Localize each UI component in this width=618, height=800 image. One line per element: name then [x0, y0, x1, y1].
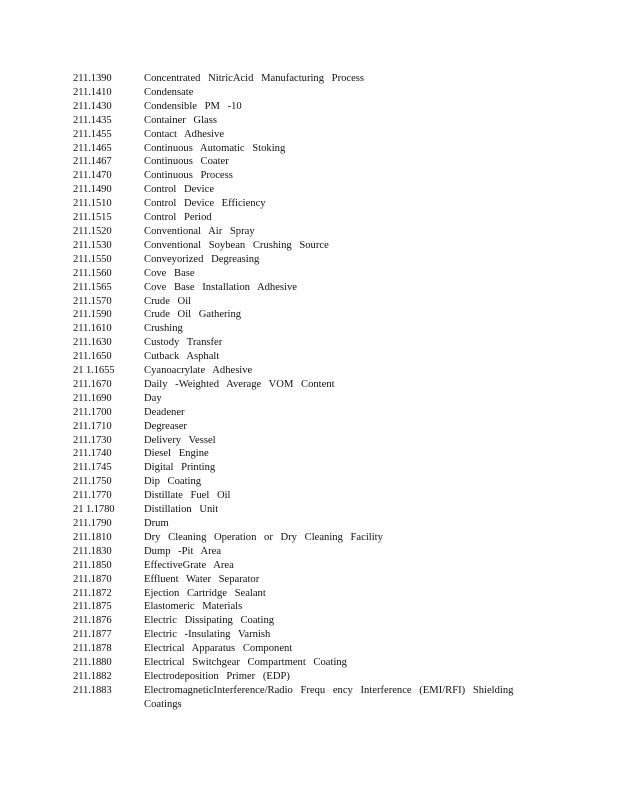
list-item — [73, 169, 613, 183]
definition-term: Control Period — [144, 212, 212, 224]
list-item — [73, 239, 613, 253]
definition-term: Cyanoacrylate Adhesive — [144, 365, 253, 377]
list-item — [73, 128, 613, 142]
section-number: 211.1430 — [73, 100, 112, 112]
section-number: 211.1520 — [73, 225, 112, 237]
list-item — [73, 461, 613, 475]
definition-term: Drum — [144, 518, 169, 529]
definition-term: EffectiveGrate Area — [144, 559, 234, 571]
list-item — [73, 86, 613, 100]
definition-term: Delivery Vessel — [144, 434, 216, 446]
list-item — [73, 183, 613, 197]
list-item — [73, 447, 613, 461]
definition-term: Container Glass — [144, 114, 217, 126]
definition-term: Elastomeric Materials — [144, 601, 243, 613]
definition-term: Digital Printing — [144, 462, 216, 474]
section-number: 211.1770 — [73, 490, 112, 502]
section-number: 211.1455 — [73, 128, 112, 140]
section-number: 211.1610 — [73, 323, 112, 335]
definition-term: Distillation Unit — [144, 504, 219, 516]
section-number: 211.1830 — [73, 545, 112, 557]
section-number: 211.1570 — [73, 295, 112, 307]
list-item — [73, 336, 613, 350]
section-number: 211.1883 — [73, 684, 112, 696]
list-item — [73, 559, 613, 573]
section-number: 211.1872 — [73, 587, 112, 599]
definition-term: Electrical Switchgear Compartment Coating — [144, 657, 347, 669]
list-item — [73, 684, 613, 712]
list-item — [73, 628, 613, 642]
definition-term: Electrical Apparatus Component — [144, 643, 293, 655]
section-number: 211.1435 — [73, 114, 112, 126]
definition-term: Custody Transfer — [144, 337, 223, 349]
list-item — [73, 378, 613, 392]
definition-term: Electric Dissipating Coating — [144, 615, 275, 627]
section-number: 211.1810 — [73, 531, 112, 543]
definition-term: Continuous Automatic Stoking — [144, 142, 286, 154]
section-number: 211.1390 — [73, 73, 112, 84]
section-number: 211.1490 — [73, 184, 112, 196]
definition-term: Control Device — [144, 184, 215, 196]
definition-term: Dip Coating — [144, 476, 202, 488]
section-number: 211.1470 — [73, 170, 112, 182]
definition-term: Conventional Soybean Crushing Source — [144, 239, 329, 251]
definition-term: Distillate Fuel Oil — [144, 490, 231, 502]
definition-term: Dry Cleaning Operation or Dry Cleaning Facility — [144, 531, 383, 543]
definition-term: Crushing — [144, 323, 183, 335]
definition-term: Crude Oil Gathering — [144, 309, 242, 321]
list-item — [73, 225, 613, 239]
section-number: 211.1467 — [73, 156, 112, 168]
definition-term: Control Device Efficiency — [144, 198, 266, 210]
list-item — [73, 197, 613, 211]
list-item — [73, 600, 613, 614]
list-item — [73, 573, 613, 587]
section-number: 211.1410 — [73, 86, 112, 98]
list-item — [73, 642, 613, 656]
section-number: 211.1515 — [73, 212, 112, 224]
list-item — [73, 392, 613, 406]
section-number: 211.1550 — [73, 253, 112, 265]
definition-term: Electrodeposition Primer (EDP) — [144, 670, 290, 682]
definition-term: Dump -Pit Area — [144, 545, 222, 557]
list-item — [73, 475, 613, 489]
definition-term: Ejection Cartridge Sealant — [144, 587, 266, 599]
section-number: 21 1.1655 — [73, 365, 115, 377]
section-number: 211.1870 — [73, 573, 112, 585]
list-item — [73, 517, 613, 531]
definition-term: Condensate — [144, 86, 194, 98]
section-number: 211.1876 — [73, 615, 112, 627]
section-number: 211.1750 — [73, 476, 112, 488]
section-number: 211.1670 — [73, 378, 112, 390]
list-item — [73, 308, 613, 322]
list-item — [73, 656, 613, 670]
definition-term: Continuous Process — [144, 170, 233, 182]
section-number: 211.1630 — [73, 337, 112, 349]
list-item — [73, 587, 613, 601]
list-item — [73, 142, 613, 156]
definition-term: Diesel Engine — [144, 448, 209, 460]
definition-term: Concentrated NitricAcid Manufacturing Process — [144, 73, 365, 84]
definition-term: Crude Oil — [144, 295, 192, 307]
list-item — [73, 322, 613, 336]
section-number: 211.1878 — [73, 643, 112, 655]
definition-term: Cove Base Installation Adhesive — [144, 281, 297, 293]
list-item — [73, 420, 613, 434]
definition-term: ElectromagneticInterference/Radio Frequ ency Interference (EMI/RFI) Shielding Coatings — [144, 684, 514, 710]
list-item — [73, 545, 613, 559]
list-item — [73, 670, 613, 684]
list-item — [73, 155, 613, 169]
section-number: 211.1590 — [73, 309, 112, 321]
list-item — [73, 267, 613, 281]
list-item — [73, 350, 613, 364]
list-item — [73, 434, 613, 448]
definitions-list — [73, 72, 613, 712]
section-number: 211.1875 — [73, 601, 112, 613]
definition-term: Deadener — [144, 406, 185, 418]
list-item — [73, 614, 613, 628]
list-item — [73, 531, 613, 545]
section-number: 211.1530 — [73, 239, 112, 251]
section-number: 211.1740 — [73, 448, 112, 460]
section-number: 211.1700 — [73, 406, 112, 418]
list-item — [73, 100, 613, 114]
section-number: 211.1850 — [73, 559, 112, 571]
definition-term: Electric -Insulating Varnish — [144, 629, 271, 641]
definition-term: Cutback Asphalt — [144, 351, 220, 363]
section-number: 211.1710 — [73, 420, 112, 432]
section-number: 211.1730 — [73, 434, 112, 446]
definition-term: Degreaser — [144, 420, 187, 432]
section-number: 211.1877 — [73, 629, 112, 641]
definition-term: Cove Base — [144, 267, 195, 279]
definition-term: Condensible PM -10 — [144, 100, 242, 112]
list-item — [73, 295, 613, 309]
section-number: 211.1465 — [73, 142, 112, 154]
list-item — [73, 281, 613, 295]
section-number: 211.1790 — [73, 518, 112, 529]
section-number: 211.1565 — [73, 281, 112, 293]
list-item — [73, 503, 613, 517]
definition-term: Daily -Weighted Average VOM Content — [144, 378, 335, 390]
definition-term: Conventional Air Spray — [144, 225, 255, 237]
section-number: 211.1745 — [73, 462, 112, 474]
definition-term: Effluent Water Separator — [144, 573, 260, 585]
list-item — [73, 114, 613, 128]
section-number: 211.1690 — [73, 392, 112, 404]
definition-term: Day — [144, 392, 162, 404]
definition-term: Contact Adhesive — [144, 128, 225, 140]
section-number: 211.1560 — [73, 267, 112, 279]
section-number: 211.1880 — [73, 657, 112, 669]
list-item — [73, 489, 613, 503]
list-item — [73, 406, 613, 420]
section-number: 211.1882 — [73, 670, 112, 682]
list-item — [73, 72, 613, 86]
list-item — [73, 253, 613, 267]
definition-term: Continuous Coater — [144, 156, 229, 168]
list-item — [73, 211, 613, 225]
section-number: 211.1510 — [73, 198, 112, 210]
section-number: 21 1.1780 — [73, 504, 115, 516]
list-item — [73, 364, 613, 378]
definition-term: Conveyorized Degreasing — [144, 253, 260, 265]
section-number: 211.1650 — [73, 351, 112, 363]
